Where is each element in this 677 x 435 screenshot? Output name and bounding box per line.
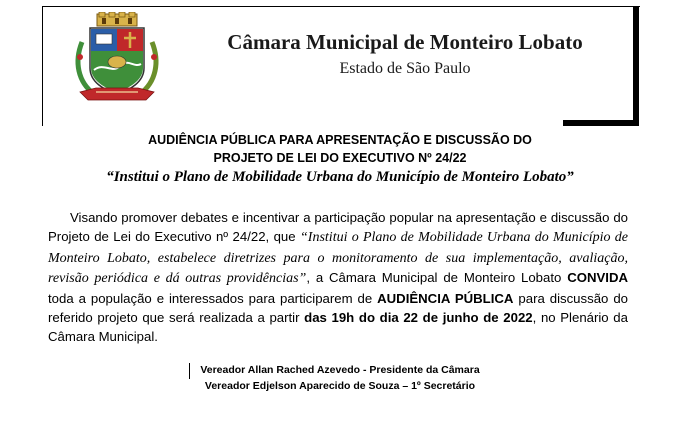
municipal-coat-of-arms-icon <box>72 12 162 104</box>
body-text-5: , no Plenário da Câmara Municipal. <box>48 310 628 345</box>
body-text-1: Visando promover debates e incentivar a participação popular na apresentação e discussão do Projeto de Lei do Executivo nº 24/22, que <box>48 210 628 245</box>
signature-president: Vereador Allan Rached Azevedo - Presidente da Câmara <box>200 364 480 376</box>
notice-body <box>48 208 628 347</box>
body-text-4: para discussão do referido projeto que será realizada a partir <box>48 290 628 326</box>
body-text-event: AUDIÊNCIA PÚBLICA <box>377 290 514 306</box>
header-shadow-bottom <box>563 120 639 126</box>
signature-secretary: Vereador Edjelson Aparecido de Souza – 1º Secretário <box>204 380 476 392</box>
body-text-bill-title: “Institui o Plano de Mobilidade Urbana do Município de Monteiro Lobato, estabelece diretrizes para o monitoramento de sua implementação, avaliação, revisão periódica e dá outras providências” <box>48 230 628 287</box>
body-text-date: das 19h do dia 22 de junho de 2022 <box>304 310 533 326</box>
body-text-invite: CONVIDA <box>567 270 628 286</box>
body-text-2: , a Câmara Municipal de Monteiro Lobato <box>306 270 568 286</box>
notice-heading-line-3: “Institui o Plano de Mobilidade Urbana do Município de Monteiro Lobato” <box>106 169 574 185</box>
notice-heading-line-2: PROJETO DE LEI DO EXECUTIVO Nº 24/22 <box>213 151 467 165</box>
body-text-3: toda a população e interessados para participarem de <box>48 290 378 306</box>
page-subtitle: Estado de São Paulo <box>339 60 471 77</box>
page-title: Câmara Municipal de Monteiro Lobato <box>227 30 583 54</box>
notice-heading-line-1: AUDIÊNCIA PÚBLICA PARA APRESENTAÇÃO E DISCUSSÃO DO <box>148 133 532 147</box>
